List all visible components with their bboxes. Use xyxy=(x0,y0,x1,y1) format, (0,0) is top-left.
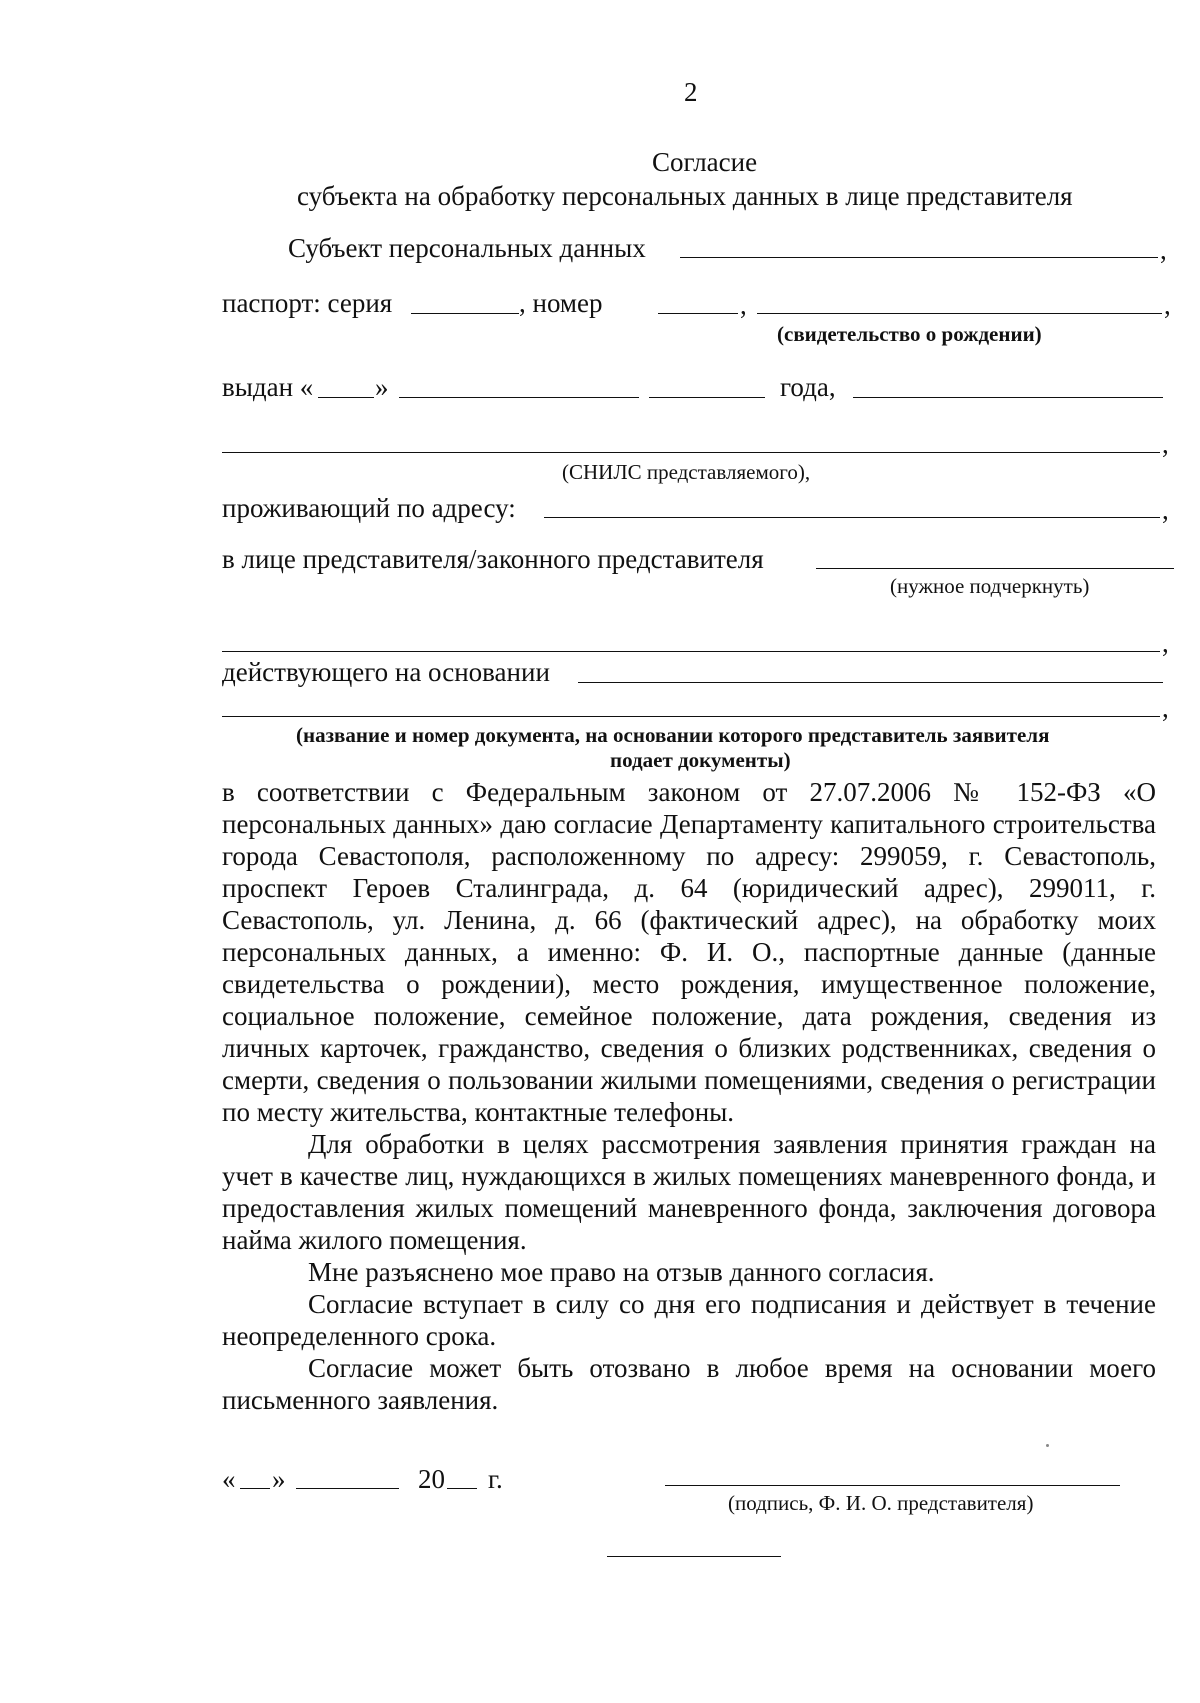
comma: , xyxy=(1162,693,1169,723)
comma: , xyxy=(1160,235,1167,265)
basis-label: действующего на основании xyxy=(222,657,550,687)
year-suffix: г. xyxy=(488,1464,503,1494)
issued-year-field[interactable] xyxy=(649,397,765,398)
comma: , xyxy=(1162,628,1169,658)
purpose-paragraph: Для обработки в целях рассмотрения заявления принятия граждан на учет в качестве лиц, нуждающихся в жилых помещениях маневренного фонда, и предоставления жилых помещений маневренного фонда, заключения договора найма жилого помещения. xyxy=(222,1129,1156,1255)
issued-by-field[interactable] xyxy=(853,397,1163,398)
signature-field[interactable] xyxy=(665,1485,1120,1486)
comma: , xyxy=(1162,495,1169,525)
passport-series-field[interactable] xyxy=(411,313,519,314)
document-caption-line1: (название и номер документа, на основании которого представитель заявителя xyxy=(296,723,1050,747)
underline-caption: (нужное подчеркнуть) xyxy=(890,574,1090,598)
address-label: проживающий по адресу: xyxy=(222,493,516,523)
date-month-field[interactable] xyxy=(296,1488,399,1489)
passport-number-field[interactable] xyxy=(658,313,738,314)
representative-name-field[interactable] xyxy=(222,651,1160,652)
document-caption-line2: подает документы) xyxy=(610,748,791,772)
snils-field[interactable] xyxy=(222,452,1160,453)
closing-rule xyxy=(607,1556,781,1557)
document-subtitle: субъекта на обработку персональных данных в лице представителя xyxy=(297,181,1073,211)
representative-field[interactable] xyxy=(816,568,1174,569)
year-prefix: 20 xyxy=(418,1464,445,1494)
issued-day-field[interactable] xyxy=(318,397,374,398)
issued-quote-close: » xyxy=(375,372,389,402)
comma: , xyxy=(1162,429,1169,459)
page-number: 2 xyxy=(684,77,698,107)
basis-field[interactable] xyxy=(578,682,1163,683)
signature-caption: (подпись, Ф. И. О. представителя) xyxy=(728,1491,1034,1515)
consent-paragraph: в соответствии с Федеральным законом от 27.07.2006 № 152-ФЗ «О персональных данных» даю согласие Департаменту капитального строительства города Севастополя, расположенному по адресу: 299059, г. Севастополь, проспект Героев Сталинграда, д. 64 (юридический адрес), 299011, г. Севастополь, ул. Ленина, д. 66 (фактический адрес), на обработку моих персональных данных, а именно: Ф. И. О., паспортные данные (данные свидетельства о рождении), место рождения, имущественное положение, социальное положение, семейное положение, дата рождения, сведения из личных карточек, гражданство, сведения о близких родственниках, сведения о смерти, сведения о пользовании жилыми помещениями, сведения о регистрации по месту жительства, контактные телефоны. xyxy=(222,777,1156,1127)
comma: , xyxy=(740,290,747,320)
issued-label: выдан « xyxy=(222,372,314,402)
snils-caption: (СНИЛС представляемого), xyxy=(562,460,811,484)
validity-paragraph: Согласие вступает в силу со дня его подписания и действует в течение неопределенного срока. xyxy=(222,1289,1156,1351)
document-title: Согласие xyxy=(652,147,758,177)
subject-label: Субъект персональных данных xyxy=(288,233,646,263)
address-field[interactable] xyxy=(544,517,1160,518)
subject-field[interactable] xyxy=(680,257,1158,258)
basis-document-field[interactable] xyxy=(222,716,1160,717)
date-day-field[interactable] xyxy=(240,1488,270,1489)
birth-certificate-field[interactable] xyxy=(757,313,1162,314)
birth-certificate-caption: (свидетельство о рождении) xyxy=(777,322,1042,346)
representative-label: в лице представителя/законного представителя xyxy=(222,544,764,574)
passport-series-label: паспорт: серия xyxy=(222,288,393,318)
consent-body xyxy=(222,776,1156,1416)
comma: , xyxy=(1164,290,1171,320)
date-open-quote: « xyxy=(222,1464,236,1494)
withdrawal-paragraph: Согласие может быть отозвано в любое время на основании моего письменного заявления. xyxy=(222,1353,1156,1415)
date-close-quote: » xyxy=(272,1464,286,1494)
passport-number-label: , номер xyxy=(519,288,603,318)
issued-month-field[interactable] xyxy=(399,397,639,398)
year-label: года, xyxy=(780,372,836,402)
date-year-field[interactable] xyxy=(447,1488,477,1489)
scan-speck xyxy=(1046,1444,1049,1447)
revocation-right-paragraph: Мне разъяснено мое право на отзыв данного согласия. xyxy=(308,1257,935,1287)
